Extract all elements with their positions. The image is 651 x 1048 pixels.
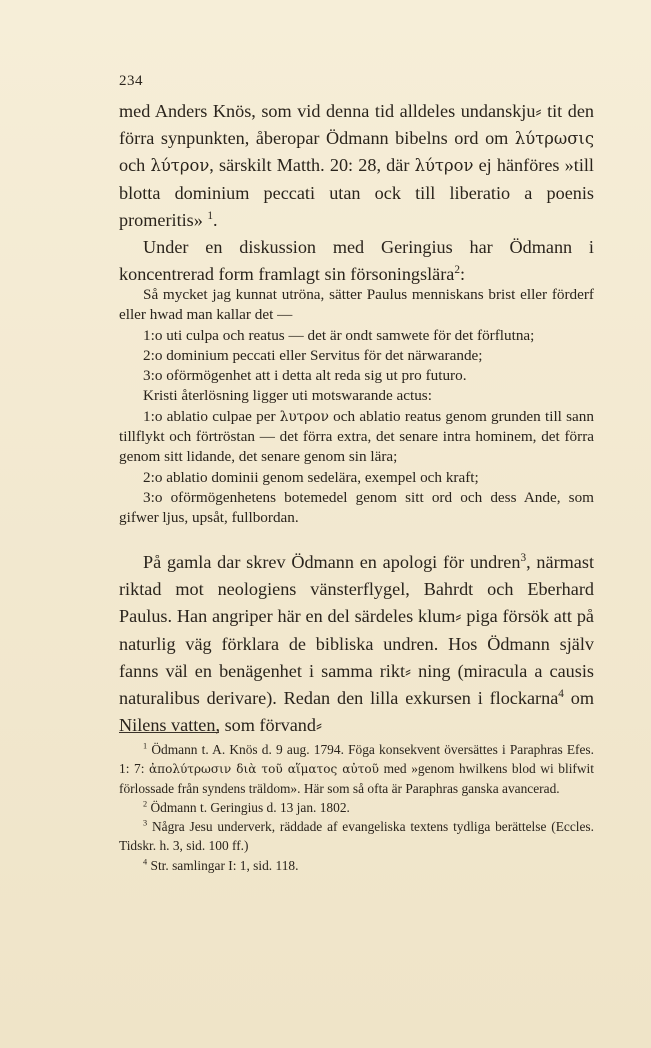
footnote-ref-4[interactable]: 4 [558,687,564,700]
footnote: $^3$ Några Jesu underverk, räddade af evangeliska textens tydliga berättelse (Eccles. Tidskr. h. 3, sid. 100 ff.) [119,818,594,854]
footnotes [119,740,594,875]
quote-line: 3:o oförmögenhet att i detta alt reda sig ut pro futuro. [143,367,467,385]
paragraph-2: Under en diskussion med Geringius har Ödmann i koncentrerad form framlagt sin försoningslära$^2$: [119,237,594,285]
paragraph-3: På gamla dar skrev Ödmann en apologi för undren$^3$, närmast riktad mot neologiens vänsterflygel, Bahrdt och Eberhard Paulus. Han angriper här en del särdeles klum⸗ piga försök att på naturlig väg förklara de bibliska undren. Hos Ödmann själv fanns väl en benägenhet i samma rikt⸗ ning (miracula a causis naturalibus derivare). Redan den lilla exkursen i flockarna$^4$ om Nilens vatten, som förvand⸗ [119,551,594,736]
quote-line: 2:o ablatio dominii genom sedelära, exempel och kraft; [143,468,479,486]
footnote-ref-3[interactable]: 3 [520,551,527,564]
footnote-ref-1[interactable]: 1 [207,209,214,222]
quote-line: Så mycket jag kunnat utröna, sätter Paulus menniskans brist eller förderf eller hwad man kallar det — [119,286,594,324]
quote-line: 1:o uti culpa och reatus — det är ondt samwete för det förflutna; [143,326,535,344]
page-number: 234 [119,73,143,89]
footnote-ref-2[interactable]: 2 [454,264,460,277]
footnote-divider [119,732,219,733]
quote-line: 1:o ablatio culpae per λυτρον och ablatio reatus genom grunden till sann tillflykt och förtröstan — det förra extra, det senare intra hominem, det förra genom sitt lidande, det senare genom sin lära; [119,407,594,466]
footnote: $^2$ Ödmann t. Geringius d. 13 jan. 1802. [143,799,350,816]
main-text-lower [119,549,594,739]
quote-line: 2:o dominium peccati eller Servitus för det närwarande; [143,346,483,364]
paragraph-1: med Anders Knös, som vid denna tid alldeles undanskju⸗ tit den förra synpunkten, åberopar Ödmann bibelns ord om λύτρωσις och λύτρον, särskilt Matth. 20: 28, där λύτρον ej hänföres »till blotta dominium peccati utan ock till liberatio a poenis promeritis» $^1$. [119,101,595,230]
quote-line: Kristi återlösning ligger uti motswarande actus: [143,387,432,405]
main-text-top [119,98,594,288]
block-quote [119,285,594,529]
footnote: $^1$ Ödmann t. A. Knös d. 9 aug. 1794. Föga konsekvent översättes i Paraphras Efes. 1: 7: ἀπολύτρωσιν διὰ τοῦ αἵματος αὐτοῦ med »genom hwilkens blod wi blifwit förlossade från syndens träldom». Här som så ofta är Paraphras ganska avancerad. [119,741,594,797]
quote-line: 3:o oförmögenhetens botemedel genom sitt ord och dess Ande, som gifwer ljus, upsåt, fullbordan. [119,488,594,527]
footnote: $^4$ Str. samlingar I: 1, sid. 118. [143,857,299,873]
